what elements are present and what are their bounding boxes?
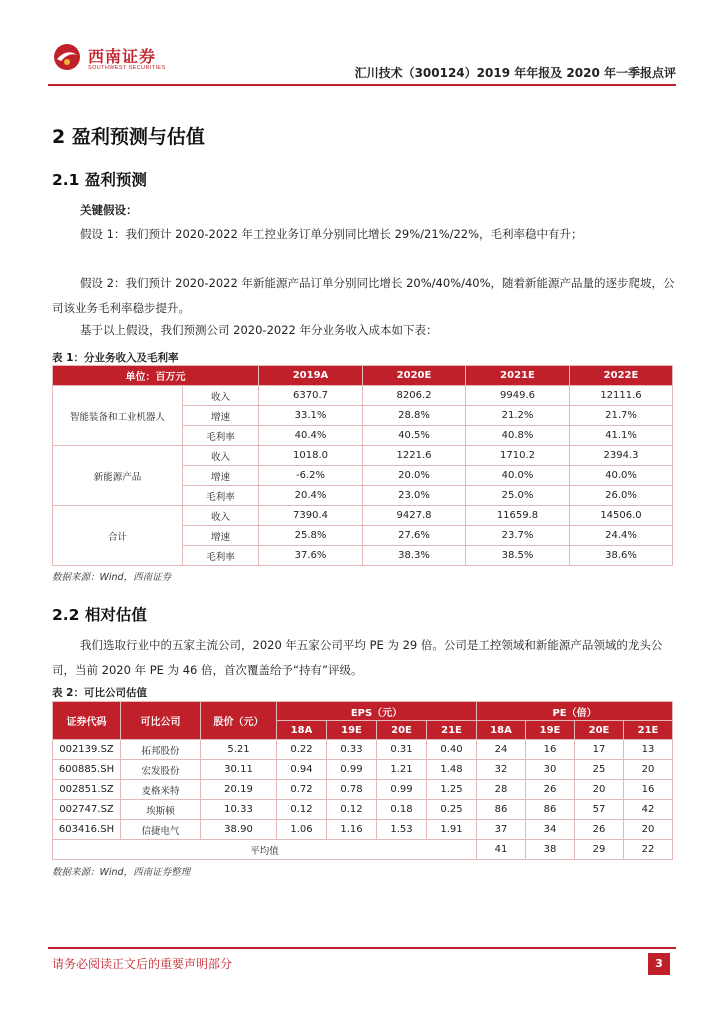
value-cell: 1221.6 (363, 446, 466, 466)
table-row (53, 760, 673, 780)
header-pe-year: 19E (526, 721, 575, 740)
value-cell: 38.3% (363, 546, 466, 566)
eps-cell: 0.40 (427, 740, 477, 760)
value-cell: -6.2% (259, 466, 363, 486)
metric-cell: 毛利率 (183, 486, 259, 506)
header-pe-year: 21E (624, 721, 673, 740)
company-logo (48, 38, 198, 78)
value-cell: 20.0% (363, 466, 466, 486)
metric-cell: 增速 (183, 406, 259, 426)
metric-cell: 增速 (183, 526, 259, 546)
eps-cell: 0.12 (327, 800, 377, 820)
value-cell: 26.0% (570, 486, 673, 506)
eps-cell: 1.16 (327, 820, 377, 840)
pe-cell: 57 (575, 800, 624, 820)
table-row (53, 800, 673, 820)
table-header-cell: 单位：百万元 (53, 366, 259, 386)
eps-cell: 1.91 (427, 820, 477, 840)
company-name-cell: 信捷电气 (121, 820, 201, 840)
stock-code-cell: 002139.SZ (53, 740, 121, 760)
table-row (53, 446, 673, 466)
pe-cell: 25 (575, 760, 624, 780)
segment-name-cell: 合计 (53, 506, 183, 566)
footer-divider (48, 947, 676, 949)
pe-cell: 32 (477, 760, 526, 780)
value-cell: 40.5% (363, 426, 466, 446)
pe-cell: 16 (526, 740, 575, 760)
header-code: 证券代码 (53, 702, 121, 740)
pe-cell: 86 (526, 800, 575, 820)
value-cell: 37.6% (259, 546, 363, 566)
value-cell: 1710.2 (466, 446, 570, 466)
metric-cell: 毛利率 (183, 546, 259, 566)
average-row (53, 840, 673, 860)
footer-disclaimer: 请务必阅读正文后的重要声明部分 (52, 957, 233, 971)
value-cell: 23.0% (363, 486, 466, 506)
pe-cell: 34 (526, 820, 575, 840)
pe-cell: 37 (477, 820, 526, 840)
pe-cell: 20 (624, 760, 673, 780)
revenue-table (52, 365, 673, 566)
stock-code-cell: 603416.SH (53, 820, 121, 840)
table-header-row (53, 702, 673, 721)
table2-caption: 表 2：可比公司估值 (52, 687, 147, 699)
eps-cell: 0.31 (377, 740, 427, 760)
value-cell: 41.1% (570, 426, 673, 446)
header-pe-year: 18A (477, 721, 526, 740)
company-name-cell: 宏发股份 (121, 760, 201, 780)
header-company: 可比公司 (121, 702, 201, 740)
metric-cell: 收入 (183, 386, 259, 406)
table-row (53, 740, 673, 760)
table-header-row (53, 366, 673, 386)
eps-cell: 1.25 (427, 780, 477, 800)
pe-cell: 16 (624, 780, 673, 800)
average-pe-cell: 29 (575, 840, 624, 860)
logo-text-en: SOUTHWEST SECURITIES (88, 65, 166, 71)
value-cell: 24.4% (570, 526, 673, 546)
pe-cell: 86 (477, 800, 526, 820)
header-eps-year: 18A (277, 721, 327, 740)
average-pe-cell: 22 (624, 840, 673, 860)
value-cell: 20.4% (259, 486, 363, 506)
company-name-cell: 麦格米特 (121, 780, 201, 800)
pe-cell: 20 (624, 820, 673, 840)
value-cell: 38.5% (466, 546, 570, 566)
header-price: 股价（元） (201, 702, 277, 740)
eps-cell: 1.48 (427, 760, 477, 780)
table-row (53, 506, 673, 526)
value-cell: 40.8% (466, 426, 570, 446)
stock-code-cell: 600885.SH (53, 760, 121, 780)
value-cell: 1018.0 (259, 446, 363, 466)
assumption-paragraph-3: 基于以上假设，我们预测公司 2020-2022 年分业务收入成本如下表： (80, 323, 438, 337)
eps-cell: 1.21 (377, 760, 427, 780)
table-header-cell: 2021E (466, 366, 570, 386)
average-pe-cell: 38 (526, 840, 575, 860)
assumption-paragraph-2: 假设 2：我们预计 2020-2022 年新能源产品订单分别同比增长 20%/40%/40%，随着新能源产品量的逐步爬坡，公司该业务毛利率稳步提升。 (52, 276, 675, 315)
table2-source: 数据来源：Wind，西南证券整理 (52, 867, 191, 878)
logo-mark-icon (52, 42, 82, 72)
eps-cell: 0.12 (277, 800, 327, 820)
pe-cell: 26 (526, 780, 575, 800)
eps-cell: 0.94 (277, 760, 327, 780)
header-eps-year: 20E (377, 721, 427, 740)
pe-cell: 17 (575, 740, 624, 760)
value-cell: 25.0% (466, 486, 570, 506)
table-row (53, 820, 673, 840)
value-cell: 40.0% (570, 466, 673, 486)
value-cell: 12111.6 (570, 386, 673, 406)
key-assumptions-label: 关键假设： (80, 203, 138, 217)
eps-cell: 0.18 (377, 800, 427, 820)
eps-cell: 1.06 (277, 820, 327, 840)
value-cell: 27.6% (363, 526, 466, 546)
pe-cell: 30 (526, 760, 575, 780)
value-cell: 28.8% (363, 406, 466, 426)
price-cell: 38.90 (201, 820, 277, 840)
eps-cell: 0.99 (327, 760, 377, 780)
pe-cell: 24 (477, 740, 526, 760)
average-pe-cell: 41 (477, 840, 526, 860)
table-row (53, 780, 673, 800)
page-number: 3 (648, 953, 670, 975)
value-cell: 2394.3 (570, 446, 673, 466)
header-divider (48, 84, 676, 86)
table1-caption: 表 1：分业务收入及毛利率 (52, 352, 179, 364)
metric-cell: 增速 (183, 466, 259, 486)
pe-cell: 42 (624, 800, 673, 820)
eps-cell: 0.72 (277, 780, 327, 800)
header-eps-year: 21E (427, 721, 477, 740)
subsection-heading-forecast: 2.1 盈利预测 (52, 171, 147, 189)
stock-code-cell: 002747.SZ (53, 800, 121, 820)
logo-text-cn: 西南证券 (88, 47, 157, 66)
value-cell: 9427.8 (363, 506, 466, 526)
value-cell: 33.1% (259, 406, 363, 426)
eps-cell: 0.22 (277, 740, 327, 760)
segment-name-cell: 智能装备和工业机器人 (53, 386, 183, 446)
value-cell: 11659.8 (466, 506, 570, 526)
assumption-paragraph-1: 假设 1：我们预计 2020-2022 年工控业务订单分别同比增长 29%/21%/22%，毛利率稳中有升； (80, 227, 583, 241)
header-eps-year: 19E (327, 721, 377, 740)
header-pe-year: 20E (575, 721, 624, 740)
eps-cell: 0.33 (327, 740, 377, 760)
pe-cell: 26 (575, 820, 624, 840)
table-row (53, 386, 673, 406)
eps-cell: 0.78 (327, 780, 377, 800)
table1-source: 数据来源：Wind，西南证券 (52, 572, 172, 583)
pe-cell: 13 (624, 740, 673, 760)
eps-cell: 1.53 (377, 820, 427, 840)
metric-cell: 收入 (183, 506, 259, 526)
eps-cell: 0.25 (427, 800, 477, 820)
value-cell: 7390.4 (259, 506, 363, 526)
stock-code-cell: 002851.SZ (53, 780, 121, 800)
price-cell: 30.11 (201, 760, 277, 780)
segment-name-cell: 新能源产品 (53, 446, 183, 506)
price-cell: 5.21 (201, 740, 277, 760)
pe-cell: 20 (575, 780, 624, 800)
average-label-cell: 平均值 (53, 840, 477, 860)
company-name-cell: 拓邦股份 (121, 740, 201, 760)
price-cell: 10.33 (201, 800, 277, 820)
value-cell: 14506.0 (570, 506, 673, 526)
value-cell: 40.4% (259, 426, 363, 446)
value-cell: 21.2% (466, 406, 570, 426)
value-cell: 25.8% (259, 526, 363, 546)
table-header-cell: 2022E (570, 366, 673, 386)
value-cell: 23.7% (466, 526, 570, 546)
company-name-cell: 埃斯顿 (121, 800, 201, 820)
header-pe: PE（倍） (477, 702, 673, 721)
value-cell: 21.7% (570, 406, 673, 426)
price-cell: 20.19 (201, 780, 277, 800)
value-cell: 40.0% (466, 466, 570, 486)
value-cell: 9949.6 (466, 386, 570, 406)
table-header-cell: 2019A (259, 366, 363, 386)
metric-cell: 收入 (183, 446, 259, 466)
pe-cell: 28 (477, 780, 526, 800)
metric-cell: 毛利率 (183, 426, 259, 446)
valuation-paragraph: 我们选取行业中的五家主流公司，2020 年五家公司平均 PE 为 29 倍。公司是工控领域和新能源产品领域的龙头公司，当前 2020 年 PE 为 46 倍，首次覆盖给予“持有”评级。 (52, 638, 663, 677)
value-cell: 38.6% (570, 546, 673, 566)
section-heading: 2 盈利预测与估值 (52, 126, 205, 148)
table-header-cell: 2020E (363, 366, 466, 386)
header-eps: EPS（元） (277, 702, 477, 721)
valuation-table (52, 701, 673, 860)
value-cell: 6370.7 (259, 386, 363, 406)
page-header (48, 36, 676, 88)
eps-cell: 0.99 (377, 780, 427, 800)
value-cell: 8206.2 (363, 386, 466, 406)
report-title: 汇川技术（300124）2019 年年报及 2020 年一季报点评 (354, 66, 676, 80)
subsection-heading-valuation: 2.2 相对估值 (52, 606, 147, 624)
